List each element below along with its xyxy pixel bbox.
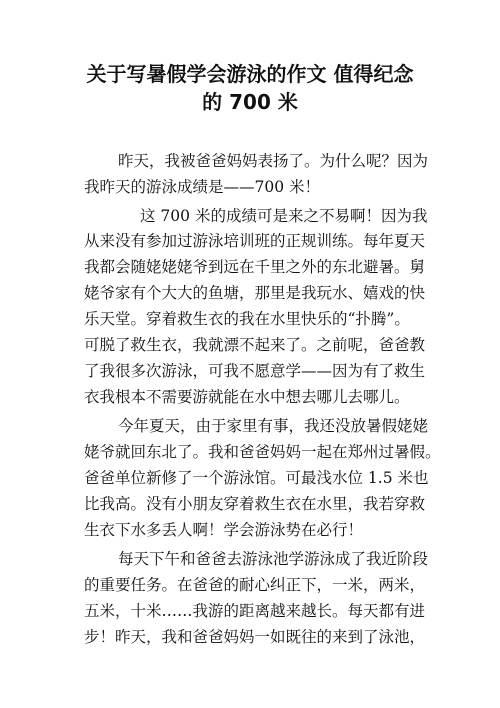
text-line: 姥爷家有个大大的鱼塘，那里是我玩水、嬉戏的快 bbox=[84, 284, 426, 302]
text-line: 爸爸单位新修了一个游泳馆。可最浅水位 1.5 米也 bbox=[84, 469, 429, 487]
text-line: 姥爷就回东北了。我和爸爸妈妈一起在郑州过暑假。 bbox=[84, 443, 441, 461]
text-line: 每天下午和爸爸去游泳池学游泳成了我近阶段 bbox=[118, 550, 429, 568]
text-line: 生衣下水多丢人啊！学会游泳势在必行！ bbox=[84, 521, 364, 539]
text-line: 从来没有参加过游泳培训班的正规训练。每年夏天 bbox=[84, 232, 426, 250]
text-line: 的重要任务。在爸爸的耐心纠正下，一米，两米， bbox=[84, 576, 426, 594]
text-line: 昨天，我被爸爸妈妈表扬了。为什么呢？因为 bbox=[118, 152, 429, 170]
text-line: 比我高。没有小朋友穿着救生衣在水里，我若穿救 bbox=[84, 495, 426, 513]
text-line: 五米，十米……我游的距离越来越长。每天都有进 bbox=[84, 602, 426, 620]
text-line: 乐天堂。穿着救生衣的我在水里快乐的“扑腾”。 bbox=[84, 310, 410, 328]
text-line: 我昨天的游泳成绩是——700 米！ bbox=[84, 178, 321, 196]
text-line: 我都会随姥姥姥爷到远在千里之外的东北避暑。舅 bbox=[84, 258, 426, 276]
title-line-2: 的 700 米 bbox=[202, 90, 298, 114]
text-line: 今年夏天，由于家里有事，我还没放暑假姥姥 bbox=[118, 417, 429, 435]
text-line: 了我很多次游泳，可我不愿意学——因为有了救生 bbox=[84, 362, 426, 380]
text-line: 这 700 米的成绩可是来之不易啊！因为我 bbox=[140, 207, 428, 225]
text-line: 衣我根本不需要游就能在水中想去哪儿去哪儿。 bbox=[84, 388, 410, 406]
text-line: 可脱了救生衣，我就漂不起来了。之前呢，爸爸教 bbox=[84, 336, 426, 354]
text-line: 步！昨天，我和爸爸妈妈一如既往的来到了泳池， bbox=[84, 628, 426, 646]
title-line-1: 关于写暑假学会游泳的作文 值得纪念 bbox=[86, 62, 414, 86]
